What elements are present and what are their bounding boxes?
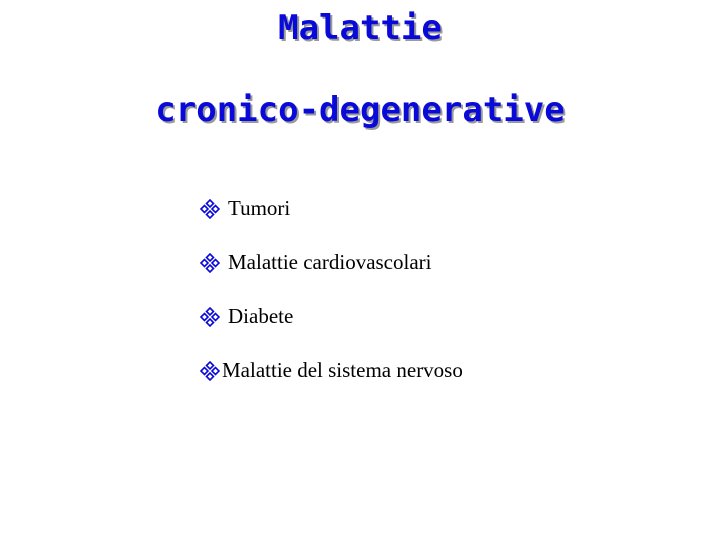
four-diamond-bullet-icon: [200, 361, 220, 381]
list-item: [200, 358, 463, 383]
bullet-text: Tumori: [228, 196, 291, 220]
slide-title-line-2: cronico-degenerative: [155, 90, 565, 130]
four-diamond-bullet-icon: [200, 253, 220, 273]
list-item: [200, 250, 432, 275]
bullet-text: Diabete: [228, 304, 294, 328]
four-diamond-bullet-icon: [200, 199, 220, 219]
list-item: [200, 304, 293, 329]
four-diamond-bullet-icon: [200, 307, 220, 327]
list-item: [200, 196, 290, 221]
bullet-text: Malattie cardiovascolari: [228, 250, 432, 274]
bullet-text: Malattie del sistema nervoso: [222, 358, 463, 382]
slide-title-line-1: Malattie: [278, 8, 442, 48]
